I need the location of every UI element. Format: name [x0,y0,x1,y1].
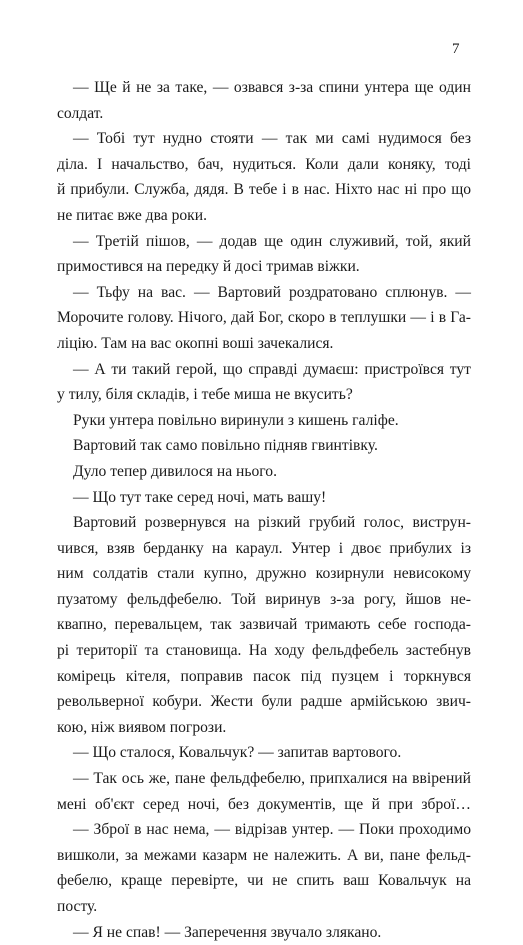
text-line: вишколи, за межами казарм не належить. А ви, пане фельд- [57,846,471,864]
text-line: примостився на передку й досі тримав віжки. [57,258,360,276]
text-line: — Тобі тут нудно стояти — так ми самі нудимося без [73,130,471,148]
page-number: 7 [452,41,460,57]
text-line: — Ще й не за таке, — озвався з-за спини унтера ще один [73,79,471,96]
text-line: — Я не спав! — Заперечення звучало злякано. [73,923,382,941]
text-line: — Що тут таке серед ночі, мать вашу! [73,488,327,506]
text-line: діла. І начальство, бач, нудиться. Коли дали коняку, тоді [57,155,471,173]
body-text [57,75,471,945]
text-line: — А ти такий герой, що справді думаєш: пристроївся тут [73,360,471,378]
text-line: ним солдатів стали купно, дружно козирнули невисокому [57,565,471,583]
text-line: не питає вже два роки. [57,206,207,224]
text-line: Вартовий так само повільно підняв гвинтівку. [73,437,378,455]
text-line: комірець кітеля, поправив пасок під пузцем і торкнувся [57,667,471,685]
text-line: — Так ось же, пане фельдфебелю, припхалися на ввірений [73,770,471,788]
text-line: Вартовий розвернувся на різкий грубий голос, виструн- [73,514,471,532]
text-line: у тилу, біля складів, і тебе миша не вкусить? [57,386,353,404]
text-line: й прибули. Служба, дядя. В тебе і в нас. Ніхто нас ні про що [57,181,471,199]
text-line: Руки унтера повільно виринули з кишень галіфе. [73,411,399,429]
text-line: кою, ніж виявом погрози. [57,718,227,736]
text-line: Дуло тепер дивилося на нього. [73,462,277,480]
text-line: — Що сталося, Ковальчук? — запитав вартового. [73,744,402,762]
text-line: чився, взяв берданку на караул. Унтер і двоє прибулих із [57,539,471,557]
text-line: рі території та становища. На ходу фельдфебель застебнув [57,642,471,660]
text-line: револьверної кобури. Жести були радше армійською звич- [57,693,471,711]
text-line: квапно, перевальцем, так зазвичай тримають себе господа- [57,616,471,634]
text-line: солдат. [57,104,104,122]
text-line: ліцію. Там на вас окопні воші зачекалися. [57,334,334,352]
text-line: — Зброї в нас нема, — відрізав унтер. — Поки проходимо [73,821,471,839]
text-line: мені об'єкт серед ночі, без документів, ще й при зброї… [57,795,471,813]
text-line: — Тьфу на вас. — Вартовий роздратовано сплюнув. — [73,283,471,301]
text-line: фебелю, краще перевірте, чи не спить ваш Ковальчук на посту. [57,872,471,915]
text-line: пузатому фельдфебелю. Той виринув з-за рогу, йшов не- [57,590,471,608]
text-line: Морочите голову. Нічого, дай Бог, скоро в теплушки — і в Га- [57,309,471,327]
text-line: — Третій пішов, — додав ще один служивий, той, який [73,232,471,250]
